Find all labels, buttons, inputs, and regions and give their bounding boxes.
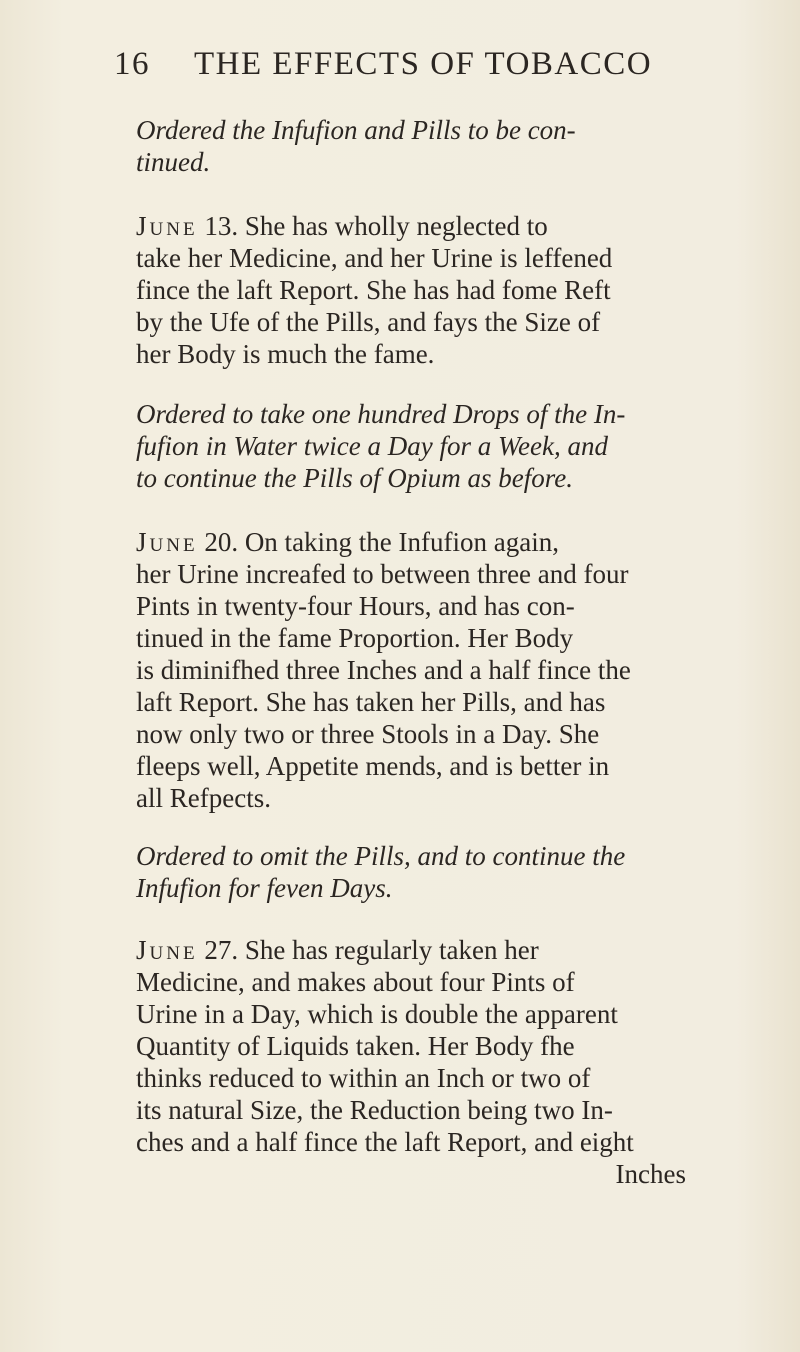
text-line: Quantity of Liquids taken. Her Body fhe [136, 1031, 575, 1061]
text-line: Urine in a Day, which is double the apparent [136, 999, 618, 1029]
entry-june-27 [136, 934, 696, 1190]
text-line: by the Ufe of the Pills, and fays the Size of [136, 307, 601, 337]
text-line: now only two or three Stools in a Day. She [136, 719, 600, 749]
text-line: ches and a half fince the laft Report, and eight [136, 1127, 634, 1157]
entry-date: June [136, 211, 198, 241]
text-line: is diminifhed three Inches and a half fince the [136, 655, 631, 685]
text-line: her Urine increafed to between three and four [136, 559, 629, 589]
order-omit-pills [136, 840, 696, 904]
order-hundred-drops [136, 398, 696, 494]
text-line: fince the laft Report. She has had fome Reft [136, 275, 611, 305]
running-title: THE EFFECTS OF TOBACCO [194, 46, 653, 82]
text-line: Ordered the Infufion and Pills to be con- [136, 115, 576, 145]
text-line: June 20. On taking the Infufion again, [136, 527, 559, 557]
text-line: all Refpects. [136, 783, 271, 813]
entry-june-20 [136, 526, 696, 814]
running-header [114, 46, 714, 86]
text-line: tinued in the fame Proportion. Her Body [136, 623, 574, 653]
text-line: tinued. [136, 147, 211, 177]
text-line: fufion in Water twice a Day for a Week, and [136, 431, 608, 461]
text-line: take her Medicine, and her Urine is leffened [136, 243, 613, 273]
text-line: June 27. She has regularly taken her [136, 935, 539, 965]
text-line: Ordered to omit the Pills, and to continue the [136, 841, 626, 871]
text-line: Ordered to take one hundred Drops of the In- [136, 399, 626, 429]
text-line: Pints in twenty-four Hours, and has con- [136, 591, 575, 621]
text-line: its natural Size, the Reduction being two In- [136, 1095, 613, 1125]
text-line: Infufion for feven Days. [136, 873, 393, 903]
entry-date: June [136, 527, 198, 557]
text-line: fleeps well, Appetite mends, and is better in [136, 751, 610, 781]
text-line: laft Report. She has taken her Pills, and has [136, 687, 606, 717]
entry-june-13 [136, 210, 696, 370]
text-line: to continue the Pills of Opium as before. [136, 463, 573, 493]
text-line: June 13. She has wholly neglected to [136, 211, 548, 241]
page-number: 16 [114, 46, 150, 82]
text-line: her Body is much the fame. [136, 339, 435, 369]
catchword: Inches [615, 1159, 686, 1189]
order-continue-infusion [136, 114, 696, 178]
text-line: thinks reduced to within an Inch or two of [136, 1063, 591, 1093]
entry-date: June [136, 935, 198, 965]
text-line: Medicine, and makes about four Pints of [136, 967, 575, 997]
